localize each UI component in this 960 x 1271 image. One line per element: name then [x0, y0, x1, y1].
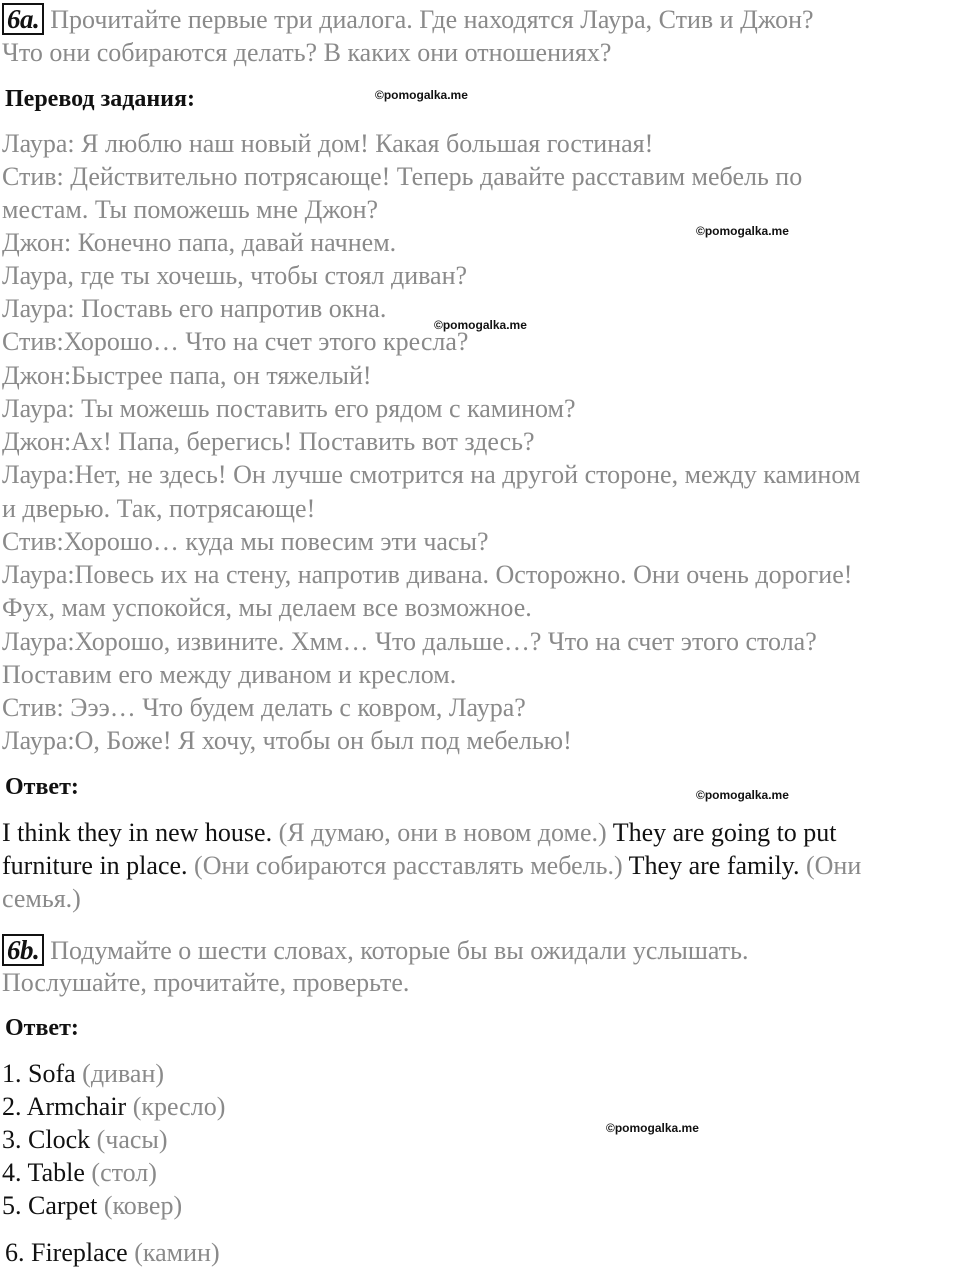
dialog-line: Лаура:О, Боже! Я хочу, чтобы он был под мебелью!: [2, 726, 572, 755]
item-en: Armchair: [26, 1092, 127, 1121]
task-6a-prompt: [2, 3, 814, 35]
dialog-line: Лаура: Поставь его напротив окна.: [2, 294, 387, 323]
answer-6a-line2: [2, 851, 861, 881]
dialog-line: Лаура:Хорошо, извините. Хмм… Что дальше…? Что на счет этого стола?: [2, 627, 817, 656]
item-ru: (кресло): [126, 1092, 226, 1121]
dialog-line: Лаура, где ты хочешь, чтобы стоял диван?: [2, 261, 468, 290]
item-en: Sofa: [28, 1059, 76, 1088]
dialog-line: Лаура: Ты можешь поставить его рядом с камином?: [2, 394, 576, 423]
task-6b-line2: Послушайте, прочитайте, проверьте.: [2, 968, 410, 997]
dialog-line: Джон:Ах! Папа, берегись! Поставить вот здесь?: [2, 427, 535, 456]
item-number: 1.: [2, 1059, 28, 1088]
answer-heading-6b: Ответ:: [5, 1015, 79, 1041]
watermark: ©pomogalka.me: [434, 318, 527, 332]
dialog-line: Фух, мам успокойся, мы делаем все возможное.: [2, 593, 532, 622]
task-6b-line1: Подумайте о шести словах, которые бы вы ожидали услышать.: [50, 936, 749, 965]
answer-en: They are family.: [622, 851, 800, 880]
item-en: Fireplace: [31, 1238, 128, 1267]
item-en: Clock: [28, 1125, 91, 1154]
watermark: ©pomogalka.me: [696, 788, 789, 802]
list-item: [2, 1059, 164, 1089]
task-6a-line2: Что они собираются делать? В каких они отношениях?: [2, 38, 612, 67]
dialog-line: Стив: Действительно потрясающе! Теперь давайте расставим мебель по: [2, 162, 803, 191]
item-number: 2.: [2, 1092, 27, 1121]
answer-en: I think they in new house.: [2, 818, 273, 847]
answer-ru: (Они: [799, 851, 862, 880]
dialog-line: Лаура:Повесь их на стену, напротив дивана. Осторожно. Они очень дорогие!: [2, 560, 853, 589]
answer-en: furniture in place.: [2, 851, 188, 880]
task-6a-badge: 6a.: [2, 3, 44, 35]
translation-heading: Перевод задания:: [5, 86, 195, 112]
item-ru: (часы): [90, 1125, 168, 1154]
item-number: 5.: [2, 1191, 28, 1220]
item-ru: (диван): [75, 1059, 165, 1088]
list-item: [2, 1125, 168, 1155]
task-6a-line1: Прочитайте первые три диалога. Где находятся Лаура, Стив и Джон?: [50, 5, 814, 34]
watermark: ©pomogalka.me: [606, 1121, 699, 1135]
item-ru: (ковер): [97, 1191, 183, 1220]
dialog-line: Стив:Хорошо… куда мы повесим эти часы?: [2, 527, 489, 556]
task-6b-badge: 6b.: [2, 934, 44, 966]
task-6b-prompt: [2, 934, 748, 966]
dialog-line: Джон: Конечно папа, давай начнем.: [2, 228, 397, 257]
dialog-line: Джон:Быстрее папа, он тяжелый!: [2, 361, 372, 390]
list-item: [5, 1238, 220, 1268]
watermark: ©pomogalka.me: [696, 224, 789, 238]
watermark: ©pomogalka.me: [375, 88, 468, 102]
answer-6a-line3: семья.): [2, 884, 81, 913]
list-item: [2, 1191, 182, 1221]
answer-6a-line1: [2, 818, 837, 848]
item-number: 3.: [2, 1125, 28, 1154]
item-number: 6.: [5, 1238, 31, 1267]
item-en: Table: [27, 1158, 85, 1187]
answer-ru: (Я думаю, они в новом доме.): [272, 818, 607, 847]
item-number: 4.: [2, 1158, 28, 1187]
dialog-line: Стив: Эээ… Что будем делать с ковром, Лаура?: [2, 693, 526, 722]
answer-ru: (Они собираются расставлять мебель.): [187, 851, 623, 880]
answer-heading-6a: Ответ:: [5, 774, 79, 800]
list-item: [2, 1092, 225, 1122]
dialog-line: местам. Ты поможешь мне Джон?: [2, 195, 379, 224]
dialog-line: и дверью. Так, потрясающе!: [2, 494, 316, 523]
item-en: Carpet: [28, 1191, 98, 1220]
dialog-line: Лаура:Нет, не здесь! Он лучше смотрится на другой стороне, между камином: [2, 460, 861, 489]
item-ru: (камин): [127, 1238, 220, 1267]
item-ru: (стол): [84, 1158, 157, 1187]
list-item: [2, 1158, 157, 1188]
dialog-line: Лаура: Я люблю наш новый дом! Какая большая гостиная!: [2, 129, 654, 158]
dialog-line: Поставим его между диваном и креслом.: [2, 660, 457, 689]
dialog-line: Стив:Хорошо… Что на счет этого кресла?: [2, 327, 469, 356]
answer-en: They are going to put: [606, 818, 837, 847]
